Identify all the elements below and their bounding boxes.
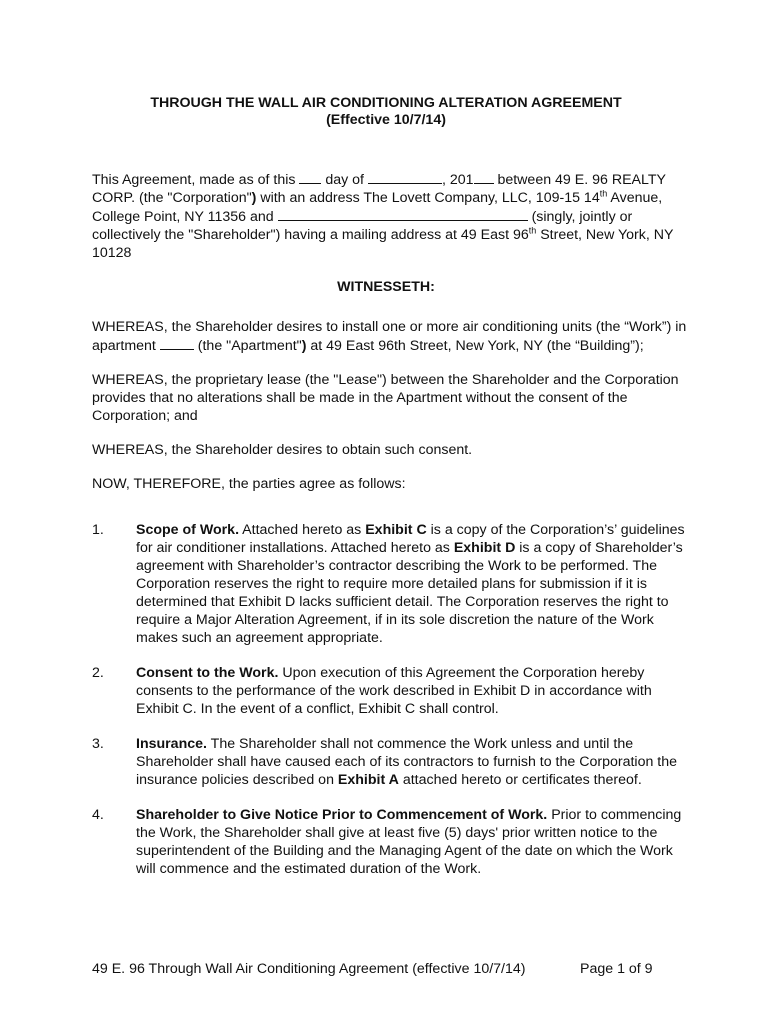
section-number: 2. — [92, 665, 104, 681]
year-blank[interactable] — [474, 170, 494, 184]
footer-document-name: 49 E. 96 Through Wall Air Conditioning Agreement (effective 10/7/14) — [92, 961, 526, 977]
section-body — [136, 806, 688, 878]
section-number: 1. — [92, 522, 104, 538]
recital-paragraph: WHEREAS, the proprietary lease (the "Lease") between the Shareholder and the Corporation provides that no alterations shall be made in the Apartment without the consent of the Corporation; and — [92, 372, 679, 424]
document-title — [92, 95, 680, 129]
recitals — [92, 318, 688, 509]
intro-text: , 201 — [441, 172, 474, 188]
section-text: attached hereto or certificates thereof. — [398, 772, 642, 788]
intro-text: Street, New York, NY 10128 — [92, 227, 674, 261]
intro-text: day of — [321, 172, 368, 188]
section-text: Upon execution of this Agreement the Corporation hereby consents to the performance of the work described in Exhibit D in accordance with Exhibit C. In the event of a conflict, Exhibit C shall control. — [136, 665, 652, 717]
section-heading: Consent to the Work. — [136, 665, 279, 681]
exhibit-reference: Exhibit C — [365, 522, 427, 538]
section-heading: Insurance. — [136, 736, 207, 752]
recital-text: (the "Apartment" — [193, 338, 302, 354]
intro-text: This Agreement, made as of this — [92, 172, 300, 188]
recital-text: WHEREAS, the Shareholder desires to install one or more air conditioning units (the “Work”) in apartment — [92, 319, 687, 354]
section-heading: Scope of Work. — [136, 522, 240, 538]
apartment-blank[interactable] — [160, 336, 194, 350]
section-text: The Shareholder shall not commence the Work unless and until the Shareholder shall have caused each of its contractors to furnish to the Corporation the insurance policies described on — [136, 736, 678, 788]
intro-text: with an address The Lovett Company, LLC, 109-15 14 — [256, 190, 600, 206]
section-text: is a copy of Shareholder’s agreement with Shareholder’s contractor describing the Work to be performed. The Corporation reserves the right to require more detailed plans for submission if it is determined that Exhibit D lacks sufficient detail. The Corporation reserves the right to require a Major Alteration Agreement, if in its sole discretion the nature of the Work makes such an agreement appropriate. — [136, 540, 683, 646]
title-line-1: THROUGH THE WALL AIR CONDITIONING ALTERATION AGREEMENT — [150, 95, 622, 111]
shareholder-name-blank[interactable] — [278, 207, 528, 221]
recital-text: ) — [301, 338, 307, 354]
recital-paragraph: NOW, THEREFORE, the parties agree as follows: — [92, 476, 406, 492]
intro-text: Avenue, College Point, NY 11356 and — [92, 190, 663, 225]
intro-text: ) — [251, 190, 257, 206]
month-blank[interactable] — [368, 170, 442, 184]
exhibit-reference: Exhibit D — [453, 540, 516, 556]
recital-paragraph: WHEREAS, the Shareholder desires to obtain such consent. — [92, 442, 473, 458]
exhibit-reference: Exhibit A — [337, 772, 399, 788]
section-heading: Shareholder to Give Notice Prior to Commencement of Work. — [136, 807, 548, 823]
section-text: Attached hereto as — [239, 522, 366, 538]
section-4 — [92, 806, 688, 878]
section-3 — [92, 735, 688, 789]
intro-paragraph — [92, 170, 688, 262]
day-blank[interactable] — [299, 170, 321, 184]
agreement-sections — [92, 521, 688, 895]
page-number: Page 1 of 9 — [580, 961, 653, 977]
recital-text: at 49 East 96th Street, New York, NY (the “Building”); — [306, 338, 644, 354]
section-1 — [92, 521, 688, 647]
section-text: Prior to commencing the Work, the Shareholder shall give at least five (5) days' prior written notice to the superintendent of the Building and the Managing Agent of the date on which the Work will commence and the estimated duration of the Work. — [136, 807, 682, 877]
section-body — [136, 521, 688, 647]
section-body — [136, 664, 688, 718]
intro-text: (singly, jointly or collectively the "Shareholder") having a mailing address at 49 East 96 — [92, 209, 633, 243]
intro-text: between 49 E. 96 REALTY CORP. (the "Corporation" — [92, 172, 666, 206]
section-2 — [92, 664, 688, 718]
title-line-2: (Effective 10/7/14) — [326, 112, 446, 128]
section-body — [136, 735, 688, 789]
section-text: is a copy of the Corporation’s’ guidelines for air conditioner installations. Attached hereto as — [136, 522, 685, 556]
section-number: 4. — [92, 807, 104, 823]
recital-paragraph — [92, 318, 688, 355]
superscript: th — [528, 225, 537, 236]
witnesseth-heading: WITNESSETH: — [337, 279, 435, 295]
superscript: th — [599, 188, 608, 199]
section-number: 3. — [92, 736, 104, 752]
